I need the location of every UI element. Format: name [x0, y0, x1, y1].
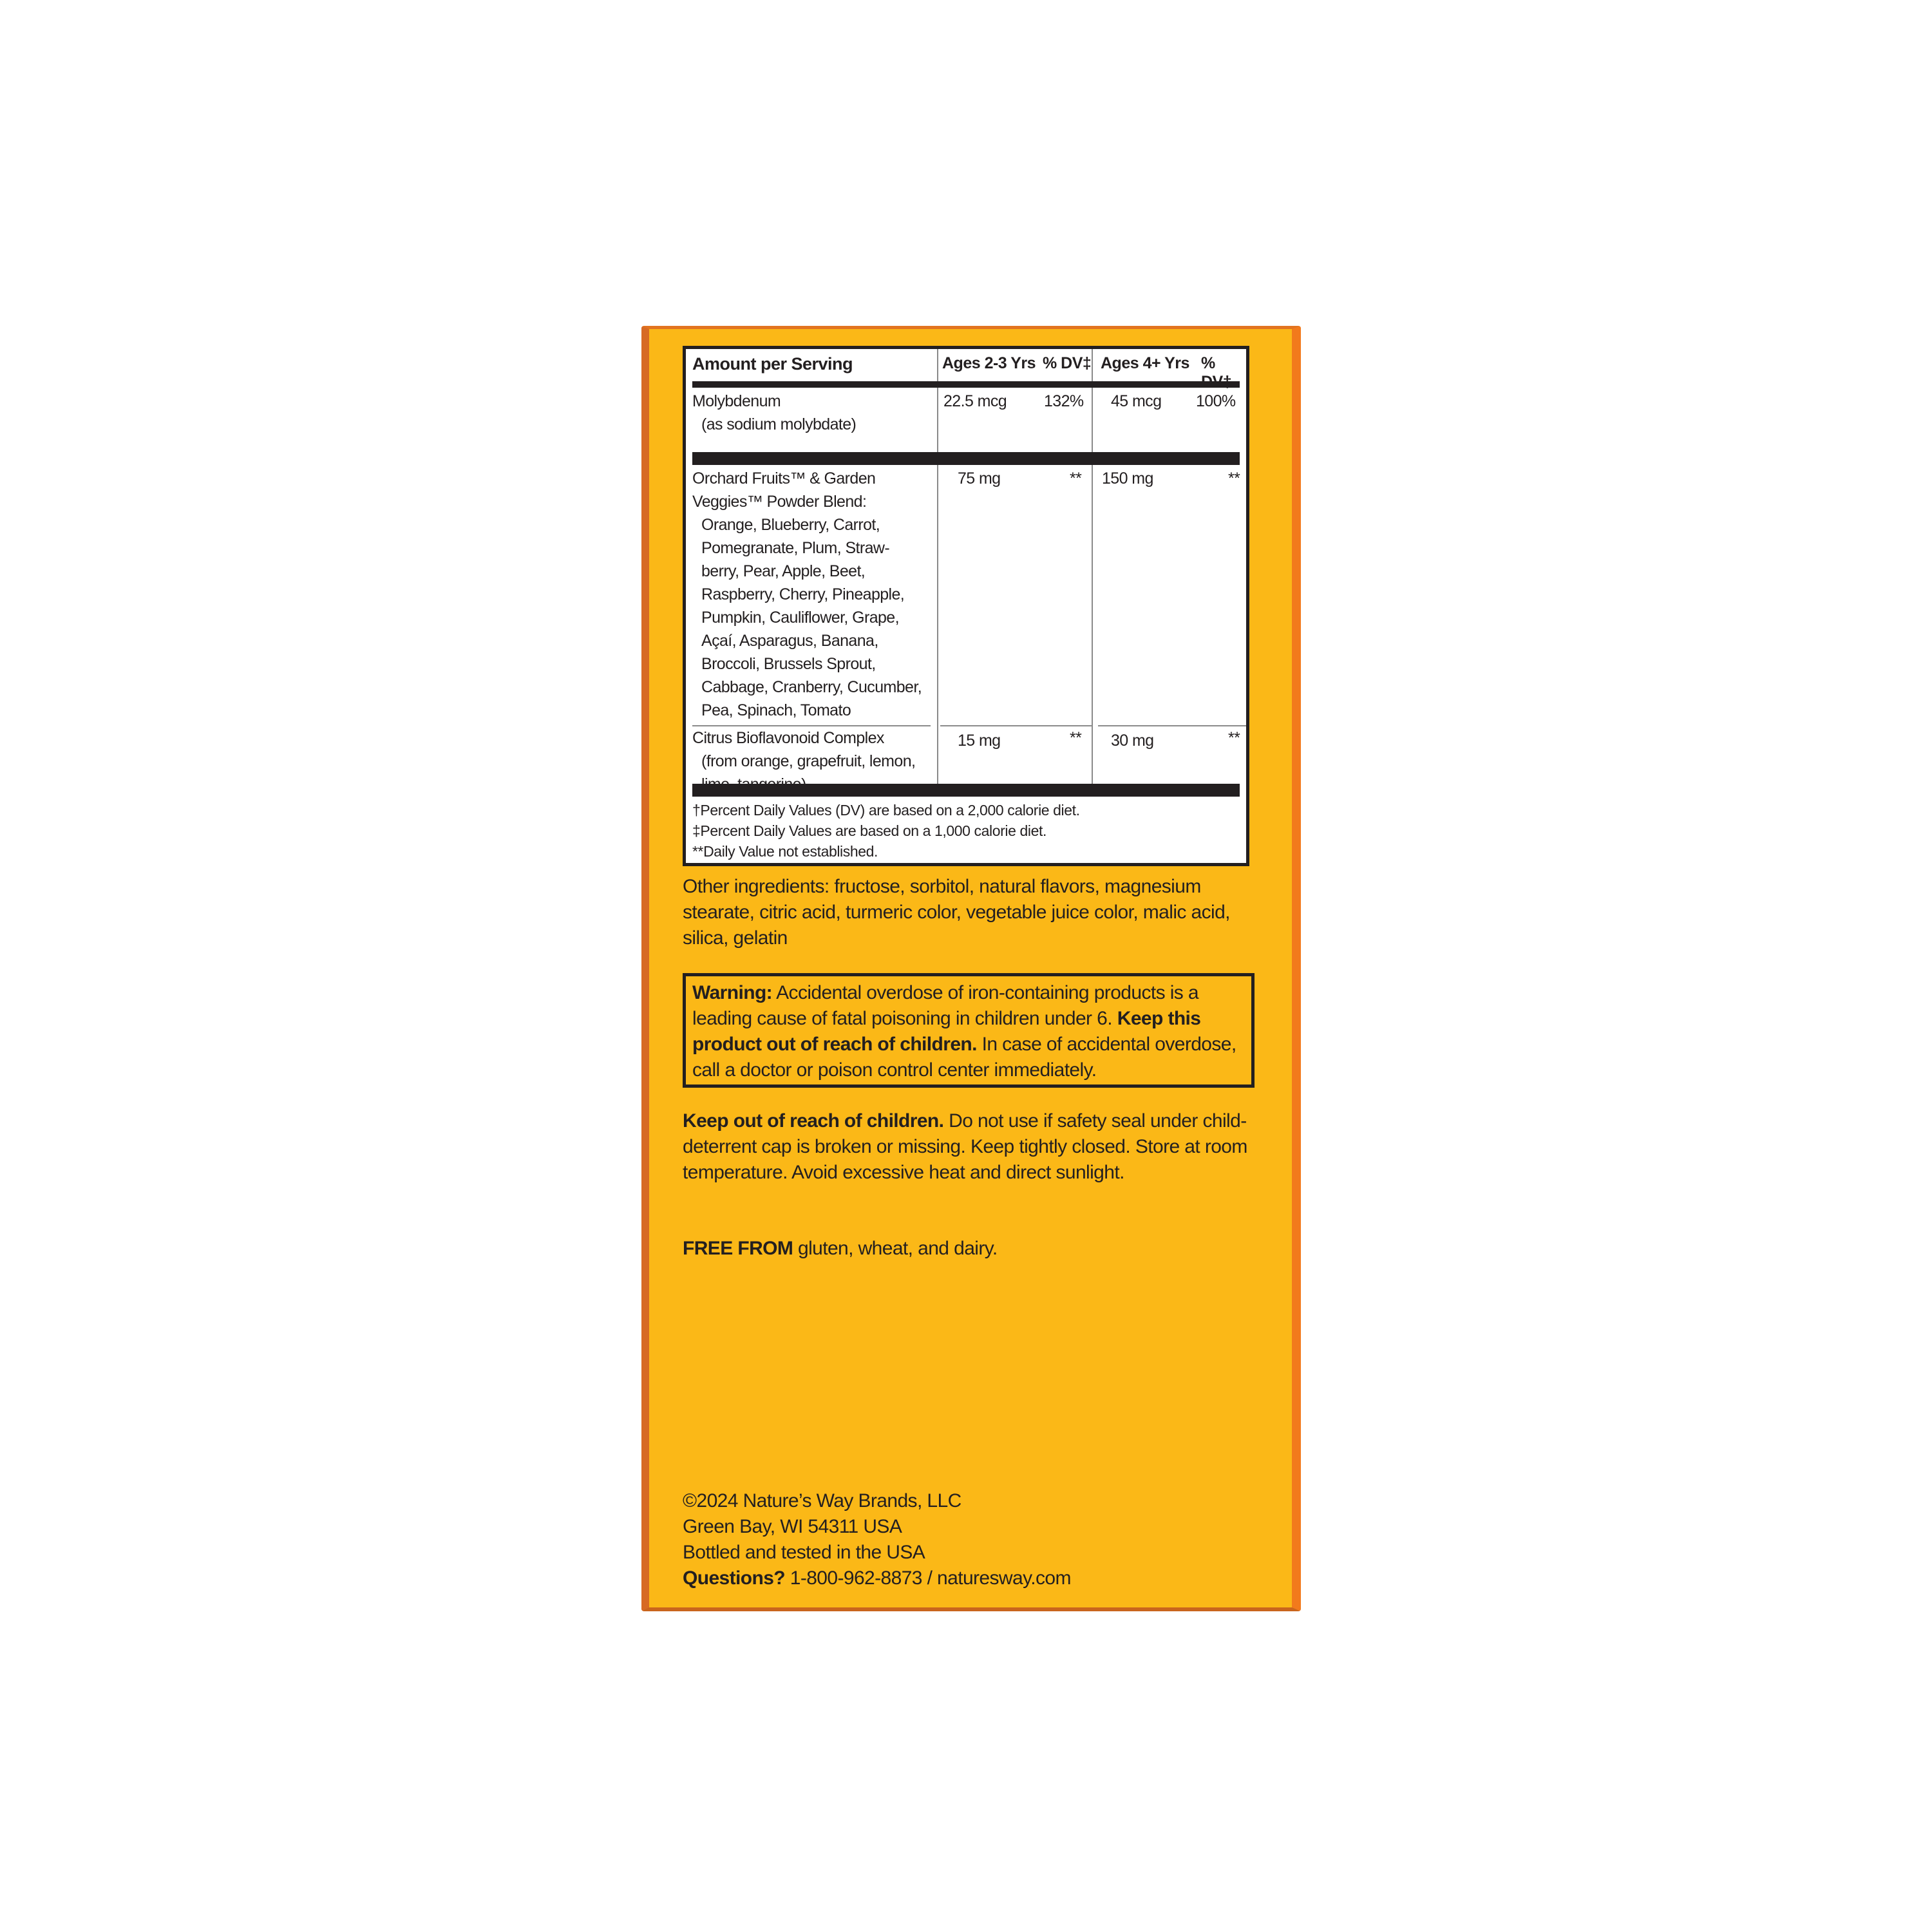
free-from	[683, 1236, 1249, 1262]
warning-box	[683, 973, 1255, 1088]
warning-text: In case of accidental overdose, call a doctor or poison control center immediately.	[692, 1034, 1236, 1081]
row-divider	[1098, 725, 1246, 726]
amount-ages-2-3: 75 mg	[958, 469, 1001, 488]
storage-instructions	[683, 1108, 1249, 1186]
ingredient-line: Broccoli, Brussels Sprout,	[701, 655, 876, 673]
ingredient-line: Pea, Spinach, Tomato	[701, 701, 851, 719]
company-info	[683, 1488, 1249, 1591]
ingredient-line: Cabbage, Cranberry, Cucumber,	[701, 678, 922, 696]
footnotes	[692, 800, 1080, 862]
questions-label: Questions?	[683, 1567, 786, 1589]
column-divider	[937, 349, 938, 784]
dv-ages-2-3: **	[1070, 729, 1082, 747]
ingredient-line: Açaí, Asparagus, Banana,	[701, 632, 878, 650]
thick-rule	[692, 784, 1240, 797]
header-ages-2-3: Ages 2-3 Yrs	[942, 354, 1036, 372]
row-divider	[940, 725, 1092, 726]
dv-ages-2-3: **	[1070, 469, 1082, 488]
other-ingredients: Other ingredients: fructose, sorbitol, natural flavors, magnesium stearate, citric acid, turmeric color, vegetable juice color, malic acid, silica, gelatin	[683, 876, 1230, 949]
dv-ages-4: **	[1228, 729, 1240, 747]
table-header	[686, 354, 1246, 381]
warning-text: Accidental overdose of iron-containing products is a leading cause of fatal poisoning in children under 6.	[692, 982, 1198, 1029]
keep-out-label: Keep out of reach of children.	[683, 1110, 944, 1132]
footnote: **Daily Value not established.	[692, 843, 878, 860]
ingredient-line: berry, Pear, Apple, Beet,	[701, 562, 866, 580]
footnote: ‡Percent Daily Values are based on a 1,000 calorie diet.	[692, 822, 1046, 839]
footnote: †Percent Daily Values (DV) are based on a 2,000 calorie diet.	[692, 802, 1080, 819]
header-amount: Amount per Serving	[692, 354, 853, 374]
amount-ages-4: 150 mg	[1102, 469, 1153, 488]
bottled-note: Bottled and tested in the USA	[683, 1542, 925, 1563]
column-divider	[1092, 349, 1093, 784]
warning-keep-away: Keep this product out of reach of children.	[692, 1008, 1201, 1055]
nutrient-name: Veggies™ Powder Blend:	[692, 493, 867, 511]
thick-rule	[692, 381, 1240, 388]
free-from-text: gluten, wheat, and dairy.	[793, 1238, 998, 1259]
storage-text: Do not use if safety seal under child-deterrent cap is broken or missing. Keep tightly closed. Store at room temperature. Avoid excessive heat and direct sunlight.	[683, 1110, 1247, 1183]
nutrient-name: Orchard Fruits™ & Garden	[692, 469, 876, 488]
contact-info: 1-800-962-8873 / naturesway.com	[785, 1567, 1071, 1589]
label-panel	[641, 326, 1301, 1611]
nutrient-source: (from orange, grapefruit, lemon,	[701, 752, 916, 770]
amount-ages-2-3: 15 mg	[958, 732, 1001, 750]
dv-ages-2-3: 132%	[1044, 392, 1084, 410]
free-from-label: FREE FROM	[683, 1238, 793, 1259]
ingredient-line: Pomegranate, Plum, Straw-	[701, 539, 890, 557]
amount-ages-2-3: 22.5 mcg	[943, 392, 1007, 410]
header-ages-4: Ages 4+ Yrs	[1101, 354, 1189, 372]
ingredient-line: Pumpkin, Cauliflower, Grape,	[701, 609, 899, 627]
nutrient-source: (as sodium molybdate)	[701, 415, 857, 433]
dv-ages-4: **	[1228, 469, 1240, 488]
address: Green Bay, WI 54311 USA	[683, 1516, 902, 1537]
dv-ages-4: 100%	[1196, 392, 1236, 410]
copyright: ©2024 Nature’s Way Brands, LLC	[683, 1490, 961, 1511]
supplement-facts-table	[683, 346, 1249, 866]
contact-line	[683, 1566, 1249, 1591]
header-dv-2: %	[1201, 354, 1215, 372]
nutrient-name: Citrus Bioflavonoid Complex	[692, 729, 884, 747]
warning-label: Warning:	[692, 982, 773, 1003]
ingredient-line: Raspberry, Cherry, Pineapple,	[701, 585, 905, 603]
header-dv-1: % DV‡	[1043, 354, 1092, 372]
thick-rule	[692, 452, 1240, 465]
ingredient-line: Orange, Blueberry, Carrot,	[701, 516, 880, 534]
nutrient-name: Molybdenum	[692, 392, 781, 410]
amount-ages-4: 30 mg	[1111, 732, 1154, 750]
amount-ages-4: 45 mcg	[1111, 392, 1162, 410]
